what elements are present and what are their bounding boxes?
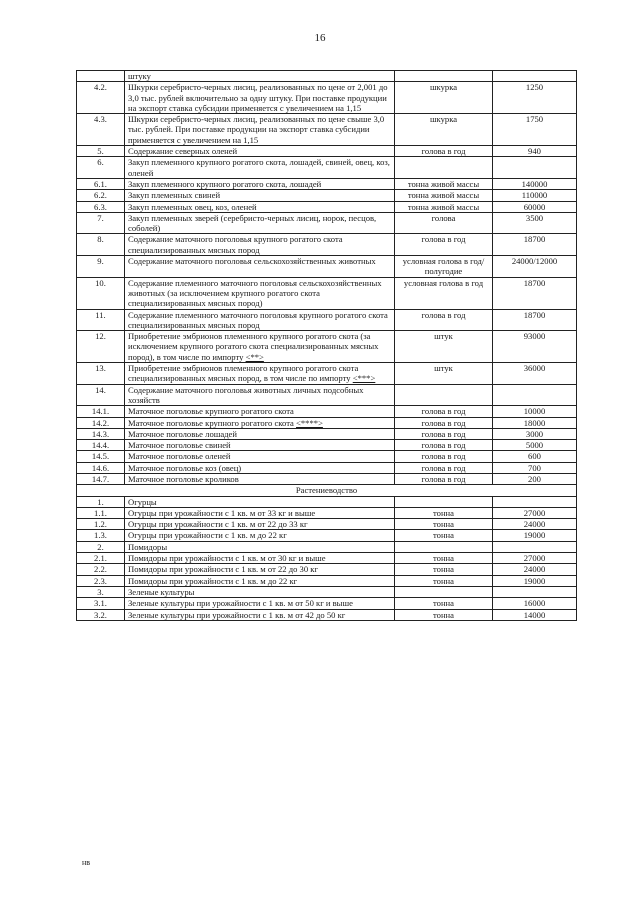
row-rate: 18700: [493, 277, 577, 309]
table-row: [77, 541, 577, 552]
row-name-cell: [125, 462, 395, 473]
row-rate: 200: [493, 473, 577, 484]
row-unit: голова в год: [395, 146, 493, 157]
row-name: Шкурки серебристо-черных лисиц, реализованных по цене свыше 3,0 тыс. рублей. При поставке продукции на экспорт ставка субсидии применяется с увеличением на 1,15: [128, 114, 385, 145]
row-number: 14.: [77, 384, 125, 406]
row-number: 2.: [77, 541, 125, 552]
row-name-cell: [125, 564, 395, 575]
row-number: 4.3.: [77, 114, 125, 146]
row-rate: 3000: [493, 428, 577, 439]
row-number: 14.5.: [77, 451, 125, 462]
row-number: 4.2.: [77, 82, 125, 114]
row-name: Зеленые культуры: [128, 586, 195, 597]
row-name: Шкурки серебристо-черных лисиц, реализованных по цене от 2,001 до 3,0 тыс. рублей включительно за одну штуку. При поставке продукции на экспорт ставка субсидии применяется с увеличением на 1,15: [128, 82, 388, 113]
row-number: 5.: [77, 146, 125, 157]
row-name: Содержание племенного маточного поголовья сельскохозяйственных животных (за исключением крупного рогатого скота специализированных мясных пород): [128, 277, 382, 309]
row-name-cell: [125, 114, 395, 146]
row-number: 14.6.: [77, 462, 125, 473]
row-name: Помидоры при урожайности с 1 кв. м от 30 кг и выше: [128, 553, 326, 564]
row-name: Маточное поголовье свиней: [128, 440, 231, 451]
row-rate: [493, 541, 577, 552]
row-unit: тонна живой массы: [395, 190, 493, 201]
row-unit: условная голова в год/полугодие: [395, 256, 493, 278]
table-row: [77, 331, 577, 363]
row-name-cell: [125, 519, 395, 530]
row-number: 2.2.: [77, 564, 125, 575]
row-unit: шкурка: [395, 82, 493, 114]
table-row: [77, 114, 577, 146]
row-name: Зеленые культуры при урожайности с 1 кв. м от 50 кг и выше: [128, 598, 353, 609]
table-row: [77, 530, 577, 541]
table-row: [77, 212, 577, 234]
row-rate: 27000: [493, 507, 577, 518]
row-number: 3.2.: [77, 609, 125, 620]
table-row: [77, 157, 577, 179]
row-name: Зеленые культуры при урожайности с 1 кв. м от 42 до 50 кг: [128, 609, 346, 620]
table-row: [77, 473, 577, 484]
row-number: 1.1.: [77, 507, 125, 518]
row-name-cell: [125, 530, 395, 541]
footer-code: нв: [82, 858, 91, 867]
row-unit: голова в год: [395, 417, 493, 428]
row-name: Закуп племенных свиней: [128, 190, 221, 201]
row-number: 1.3.: [77, 530, 125, 541]
row-name: Маточное поголовье крупного рогатого скота: [128, 406, 294, 417]
row-name-cell: [125, 609, 395, 620]
table-row: [77, 201, 577, 212]
row-name: Маточное поголовье коз (овец): [128, 462, 242, 473]
row-rate: 24000/12000: [493, 256, 577, 278]
table-row: [77, 234, 577, 256]
row-name-cell: [125, 451, 395, 462]
row-rate: 10000: [493, 406, 577, 417]
row-rate: 24000: [493, 519, 577, 530]
row-name-cell: [125, 406, 395, 417]
row-name: Закуп племенного крупного рогатого скота, лошадей: [128, 178, 322, 189]
row-name-cell: [125, 256, 395, 278]
row-name-cell: [125, 384, 395, 406]
table-row: [77, 519, 577, 530]
table-row: [77, 451, 577, 462]
row-name: Содержание племенного маточного поголовья крупного рогатого скота специализированных мясных пород: [128, 309, 388, 330]
row-name-cell: [125, 440, 395, 451]
row-name: Помидоры: [128, 541, 168, 552]
row-name: Маточное поголовье лошадей: [128, 428, 237, 439]
row-rate: [493, 586, 577, 597]
table-row: [77, 71, 577, 82]
row-unit: голова: [395, 212, 493, 234]
row-number: 14.4.: [77, 440, 125, 451]
row-unit: [395, 71, 493, 82]
row-unit: тонна: [395, 519, 493, 530]
row-rate: [493, 71, 577, 82]
row-name-cell: [125, 309, 395, 331]
row-rate: 60000: [493, 201, 577, 212]
row-unit: штук: [395, 363, 493, 385]
row-name: штуку: [128, 71, 151, 81]
row-unit: голова в год: [395, 440, 493, 451]
row-number: 6.1.: [77, 178, 125, 189]
row-unit: голова в год: [395, 428, 493, 439]
section-title: Растениеводство: [77, 485, 577, 496]
row-number: 9.: [77, 256, 125, 278]
row-rate: 24000: [493, 564, 577, 575]
row-rate: 140000: [493, 178, 577, 189]
row-name-cell: [125, 71, 395, 82]
row-name-cell: [125, 553, 395, 564]
row-unit: тонна живой массы: [395, 201, 493, 212]
row-name-cell: [125, 541, 395, 552]
row-name-cell: [125, 331, 395, 363]
row-name: Помидоры при урожайности с 1 кв. м до 22 кг: [128, 575, 298, 586]
table-row: [77, 406, 577, 417]
row-name: Огурцы при урожайности с 1 кв. м до 22 кг: [128, 530, 287, 541]
table-row: [77, 462, 577, 473]
row-number: 2.3.: [77, 575, 125, 586]
row-name-cell: [125, 157, 395, 179]
table-row: [77, 564, 577, 575]
row-unit: голова в год: [395, 462, 493, 473]
row-rate: [493, 157, 577, 179]
row-rate: 1750: [493, 114, 577, 146]
row-rate: 16000: [493, 598, 577, 609]
row-name-cell: [125, 598, 395, 609]
row-name: Содержание северных оленей: [128, 146, 238, 157]
row-unit: тонна: [395, 575, 493, 586]
row-number: 8.: [77, 234, 125, 256]
row-unit: голова в год: [395, 309, 493, 331]
row-rate: 940: [493, 146, 577, 157]
row-unit: тонна: [395, 530, 493, 541]
row-number: 3.: [77, 586, 125, 597]
row-number: 1.: [77, 496, 125, 507]
row-name: Приобретение эмбрионов племенного крупного рогатого скота специализированных мясных пород, в том числе по импорту: [128, 363, 359, 384]
footnote-mark: <****>: [296, 417, 323, 428]
row-name-cell: [125, 575, 395, 586]
row-rate: 3500: [493, 212, 577, 234]
table-row: [77, 553, 577, 564]
row-rate: [493, 384, 577, 406]
row-name-cell: [125, 190, 395, 201]
row-unit: тонна: [395, 507, 493, 518]
row-name-cell: [125, 212, 395, 234]
row-rate: 19000: [493, 530, 577, 541]
row-rate: 5000: [493, 440, 577, 451]
row-number: 14.3.: [77, 428, 125, 439]
row-name-cell: [125, 277, 395, 309]
row-name-cell: [125, 178, 395, 189]
row-rate: 36000: [493, 363, 577, 385]
table-row: [77, 496, 577, 507]
table-row: [77, 428, 577, 439]
row-name-cell: [125, 146, 395, 157]
row-rate: 600: [493, 451, 577, 462]
row-number: 6.3.: [77, 201, 125, 212]
table-row: [77, 417, 577, 428]
row-name-cell: [125, 201, 395, 212]
table-row: [77, 256, 577, 278]
row-name: Огурцы: [128, 496, 157, 507]
row-number: 11.: [77, 309, 125, 331]
row-number: 14.7.: [77, 473, 125, 484]
table-row: [77, 586, 577, 597]
row-rate: 19000: [493, 575, 577, 586]
row-name-cell: [125, 417, 395, 428]
row-rate: 18700: [493, 234, 577, 256]
row-name-cell: [125, 507, 395, 518]
row-unit: тонна: [395, 553, 493, 564]
row-name: Огурцы при урожайности с 1 кв. м от 33 кг и выше: [128, 507, 316, 518]
row-name-cell: [125, 234, 395, 256]
page-number: 16: [314, 32, 326, 44]
table-row: [77, 363, 577, 385]
row-unit: условная голова в год: [395, 277, 493, 309]
row-unit: голова в год: [395, 451, 493, 462]
row-number: 14.2.: [77, 417, 125, 428]
row-rate: 18700: [493, 309, 577, 331]
row-name: Содержание маточного поголовья крупного рогатого скота специализированных мясных пород: [128, 234, 343, 255]
row-unit: тонна: [395, 564, 493, 575]
row-number: 10.: [77, 277, 125, 309]
row-unit: штук: [395, 331, 493, 363]
table-row: [77, 507, 577, 518]
row-number: 1.2.: [77, 519, 125, 530]
row-name-cell: [125, 496, 395, 507]
row-number: 3.1.: [77, 598, 125, 609]
row-rate: 1250: [493, 82, 577, 114]
row-number: 7.: [77, 212, 125, 234]
table-row: [77, 384, 577, 406]
row-name-cell: [125, 82, 395, 114]
row-number: 14.1.: [77, 406, 125, 417]
row-unit: голова в год: [395, 406, 493, 417]
row-unit: шкурка: [395, 114, 493, 146]
row-rate: 93000: [493, 331, 577, 363]
row-name-cell: [125, 428, 395, 439]
row-unit: тонна живой массы: [395, 178, 493, 189]
row-name: Закуп племенных зверей (серебристо-черных лисиц, норок, песцов, соболей): [128, 212, 377, 234]
row-number: [77, 71, 125, 82]
footnote-mark: <**>: [245, 351, 264, 362]
row-name: Маточное поголовье кроликов: [128, 473, 239, 484]
table-row: [77, 178, 577, 189]
row-name: Огурцы при урожайности с 1 кв. м от 22 до 33 кг: [128, 519, 308, 530]
row-unit: [395, 496, 493, 507]
row-unit: тонна: [395, 609, 493, 620]
row-name-cell: [125, 473, 395, 484]
row-name: Закуп племенных овец, коз, оленей: [128, 201, 257, 212]
row-name-cell: [125, 586, 395, 597]
footnote-mark: <***>: [352, 373, 376, 384]
row-number: 13.: [77, 363, 125, 385]
row-rate: [493, 496, 577, 507]
table-row: [77, 309, 577, 331]
row-rate: 14000: [493, 609, 577, 620]
table-row: [77, 146, 577, 157]
row-rate: 18000: [493, 417, 577, 428]
row-unit: голова в год: [395, 473, 493, 484]
section-row: [77, 485, 577, 496]
row-number: 6.2.: [77, 190, 125, 201]
row-rate: 110000: [493, 190, 577, 201]
row-name: Содержание маточного поголовья сельскохозяйственных животных: [128, 256, 376, 267]
table-row: [77, 598, 577, 609]
row-name: Приобретение эмбрионов племенного крупного рогатого скота (за исключением крупного рогатого скота специализированных мясных пород), в том числе по импорту: [128, 331, 379, 362]
row-unit: [395, 586, 493, 597]
row-name: Маточное поголовье крупного рогатого скота: [128, 417, 294, 428]
row-rate: 27000: [493, 553, 577, 564]
row-unit: [395, 541, 493, 552]
table-row: [77, 440, 577, 451]
row-rate: 700: [493, 462, 577, 473]
row-number: 12.: [77, 331, 125, 363]
table-row: [77, 609, 577, 620]
row-unit: [395, 384, 493, 406]
row-name-cell: [125, 363, 395, 385]
table-row: [77, 277, 577, 309]
row-unit: голова в год: [395, 234, 493, 256]
table-row: [77, 575, 577, 586]
row-name: Закуп племенного крупного рогатого скота, лошадей, свиней, овец, коз, оленей: [128, 157, 390, 178]
row-number: 6.: [77, 157, 125, 179]
row-name: Маточное поголовье оленей: [128, 451, 231, 462]
subsidy-rates-table: [76, 70, 577, 621]
row-number: 2.1.: [77, 553, 125, 564]
row-unit: тонна: [395, 598, 493, 609]
table-row: [77, 82, 577, 114]
row-name: Содержание маточного поголовья животных личных подсобных хозяйств: [128, 384, 364, 405]
row-name: Помидоры при урожайности с 1 кв. м от 22 до 30 кг: [128, 564, 318, 575]
table-row: [77, 190, 577, 201]
row-unit: [395, 157, 493, 179]
